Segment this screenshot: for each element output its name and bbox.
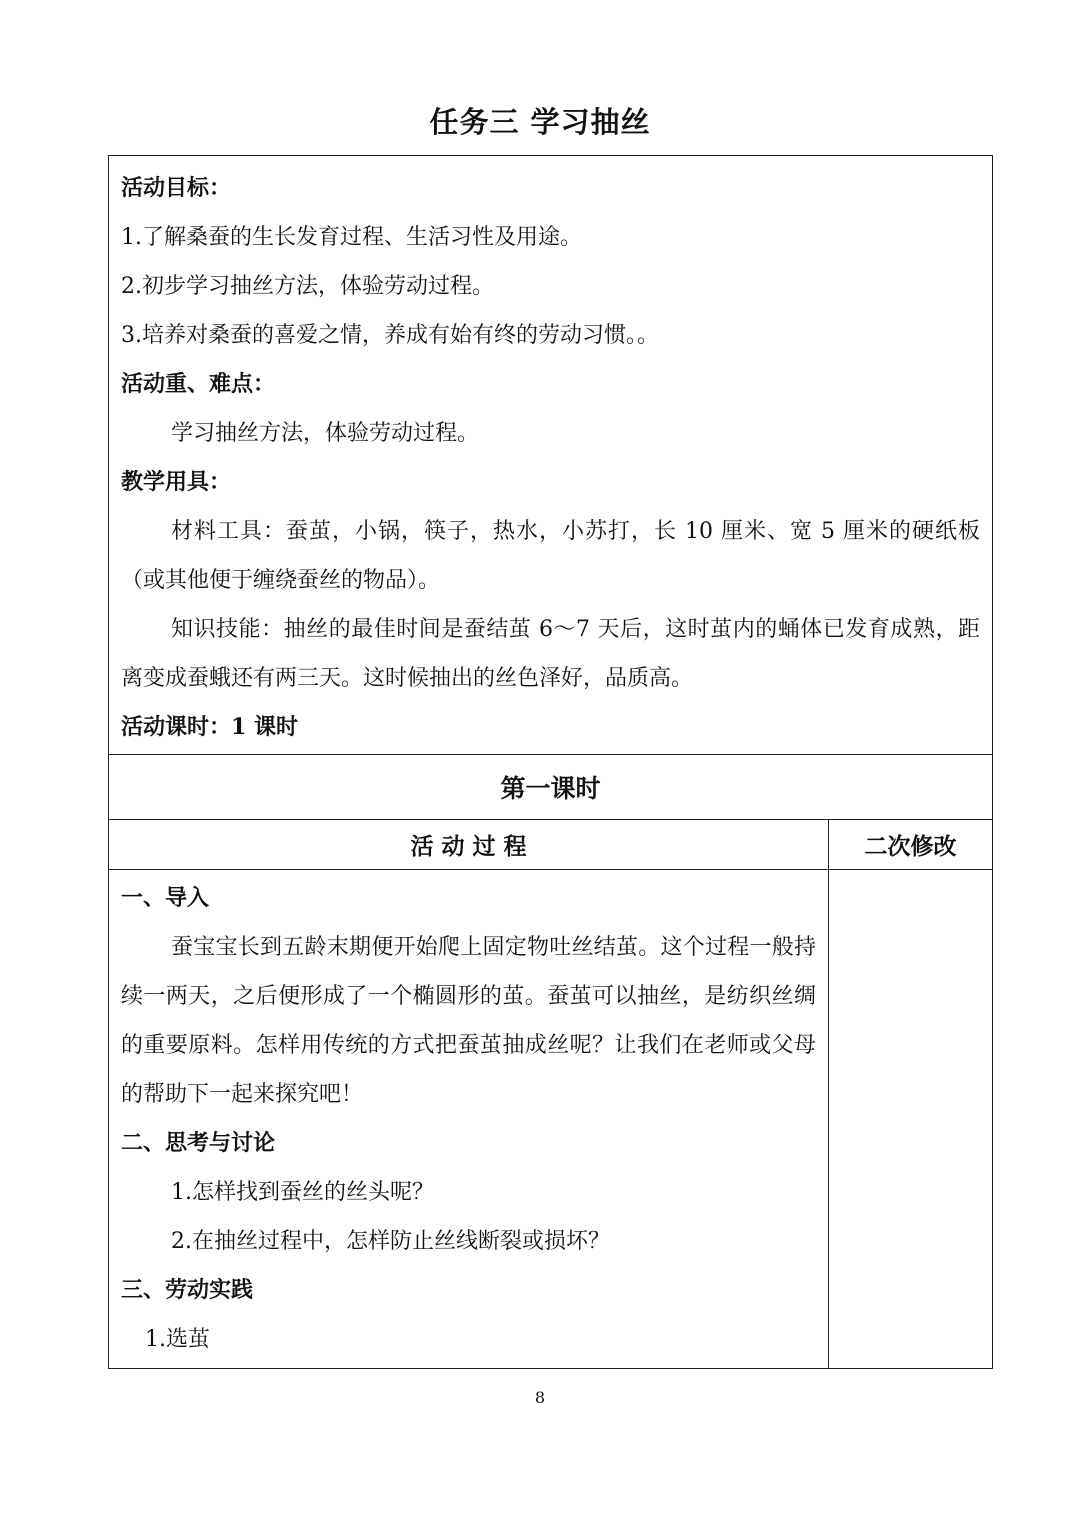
- practice-heading: 三、劳动实践: [121, 1277, 254, 1303]
- objective-item: 1.了解桑蚕的生长发育过程、生活习性及用途。: [121, 225, 582, 250]
- discussion-heading: 二、思考与讨论: [121, 1130, 276, 1156]
- objective-item: 3.培养对桑蚕的喜爱之情，养成有始有终的劳动习惯。。: [121, 323, 659, 348]
- practice-step: 1.选茧: [145, 1327, 210, 1352]
- knowledge-text: 知识技能：抽丝的最佳时间是蚕结茧 6～7 天后，这时茧内的蛹体已发育成熟，距离变成蚕蛾还有两三天。这时候抽出的丝色泽好，品质高。: [121, 617, 980, 691]
- revision-cell: [829, 870, 993, 1369]
- intro-heading: 一、导入: [121, 885, 210, 911]
- process-column-header: 活 动 过 程: [109, 820, 829, 870]
- overview-row: [109, 156, 993, 755]
- revision-column-header: 二次修改: [829, 820, 993, 870]
- column-header-row: [109, 820, 993, 870]
- process-row: [109, 870, 993, 1369]
- page-title: 任务三 学习抽丝: [429, 105, 651, 139]
- discussion-question: 2.在抽丝过程中，怎样防止丝线断裂或损坏？: [171, 1229, 610, 1254]
- objective-item: 2.初步学习抽丝方法，体验劳动过程。: [121, 274, 494, 299]
- lesson-title: 第一课时: [109, 755, 993, 820]
- lesson-title-row: [109, 755, 993, 820]
- duration-text: 活动课时：1 课时: [121, 714, 298, 740]
- page-number: 8: [534, 1388, 546, 1407]
- intro-text: 蚕宝宝长到五龄末期便开始爬上固定物吐丝结茧。这个过程一般持续一两天，之后便形成了一个椭圆形的茧。蚕茧可以抽丝，是纺织丝绸的重要原料。怎样用传统的方式把蚕茧抽成丝呢？让我们在老师或父母的帮助下一起来探究吧！: [121, 935, 816, 1107]
- key-points-text: 学习抽丝方法，体验劳动过程。: [171, 421, 480, 446]
- discussion-question: 1.怎样找到蚕丝的丝头呢？: [171, 1180, 434, 1205]
- key-points-heading: 活动重、难点：: [121, 371, 276, 397]
- objectives-heading: 活动目标：: [121, 175, 232, 201]
- lesson-plan-table: [108, 155, 993, 1369]
- overview-cell: [109, 156, 993, 755]
- materials-text: 材料工具：蚕茧，小锅，筷子，热水，小苏打，长 10 厘米、宽 5 厘米的硬纸板（或其他便于缠绕蚕丝的物品）。: [121, 519, 980, 593]
- teaching-tools-heading: 教学用具：: [121, 469, 232, 495]
- process-cell: [109, 870, 829, 1369]
